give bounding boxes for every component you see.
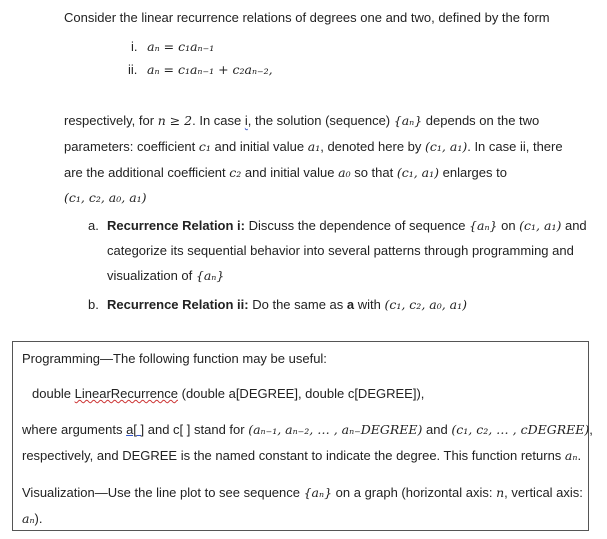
text: are the additional coefficient xyxy=(64,165,230,180)
text: , denoted here by xyxy=(320,139,426,154)
task-a-title: Recurrence Relation i: xyxy=(107,218,245,233)
text: respectively, for xyxy=(64,113,158,128)
math-seq: {aₙ} xyxy=(195,268,225,283)
math-c-tuple: (c₁, c₂, … , cDEGREE) xyxy=(451,422,590,437)
task-a-marker: a. xyxy=(88,218,99,233)
case-i-ref: i xyxy=(244,113,248,128)
task-a-line-3 xyxy=(107,268,224,283)
box-title: Programming—The following function may be useful: xyxy=(22,351,327,366)
relation-ii-formula: aₙ = c₁aₙ₋₁ + c₂aₙ₋₂, xyxy=(147,62,273,77)
text: respectively, and DEGREE is the named constant to indicate the degree. This function returns xyxy=(22,448,565,463)
task-a-line-2: categorize its sequential behavior into several patterns through programming and xyxy=(107,243,574,258)
math-seq: {aₙ} xyxy=(303,485,333,500)
text: , the solution (sequence) xyxy=(247,113,394,128)
viz-line-1 xyxy=(22,485,583,500)
text: on a graph (horizontal axis: xyxy=(332,485,497,500)
relation-ii-label: ii. xyxy=(128,62,138,77)
text: and c[ ] stand for xyxy=(144,422,249,437)
task-b-marker: b. xyxy=(88,297,99,312)
text: and xyxy=(561,218,587,233)
math-a1: a₁ xyxy=(307,139,321,154)
text: , xyxy=(589,422,593,437)
text: enlarges to xyxy=(439,165,507,180)
arg-a: a[ ] xyxy=(126,422,145,437)
task-a-ref: a xyxy=(346,297,355,312)
math-n-ge-2: n ≥ 2 xyxy=(157,113,193,128)
task-a-line-1 xyxy=(107,218,587,233)
math-a0: a₀ xyxy=(338,165,351,180)
math-c1: c₁ xyxy=(198,139,211,154)
intro-text: Consider the linear recurrence relations of degrees one and two, defined by the form xyxy=(64,10,550,25)
relation-ii xyxy=(128,62,273,77)
text: ). xyxy=(34,511,43,526)
math-quad: (c₁, c₂, a₀, a₁) xyxy=(384,297,468,312)
text: Visualization—Use the line plot to see sequence xyxy=(22,485,304,500)
text: (double a[DEGREE], double c[DEGREE]), xyxy=(178,386,425,401)
text: visualization of xyxy=(107,268,196,283)
task-b-title: Recurrence Relation ii: xyxy=(107,297,249,312)
text: with xyxy=(354,297,385,312)
text: , vertical axis: xyxy=(504,485,583,500)
math-pair: (c₁, a₁) xyxy=(396,165,440,180)
args-line-2 xyxy=(22,448,581,463)
text: depends on the two xyxy=(422,113,540,128)
text: double xyxy=(32,386,75,401)
relation-i xyxy=(131,39,214,54)
math-seq: {aₙ} xyxy=(393,113,423,128)
math-c2: c₂ xyxy=(229,165,242,180)
text: Do the same as xyxy=(248,297,347,312)
math-an: aₙ xyxy=(564,448,578,463)
math-a-tuple: (aₙ₋₁, aₙ₋₂, … , aₙ₋DEGREE) xyxy=(248,422,423,437)
math-seq: {aₙ} xyxy=(469,218,498,233)
viz-line-2 xyxy=(22,511,42,526)
text: and initial value xyxy=(241,165,339,180)
para-line-4: (c₁, c₂, a₀, a₁) xyxy=(64,190,147,205)
text: . In case ii, there xyxy=(467,139,563,154)
text: so that xyxy=(350,165,397,180)
para-line-1 xyxy=(64,113,539,128)
math-pair: (c₁, a₁) xyxy=(519,218,562,233)
text: parameters: coefficient xyxy=(64,139,199,154)
text: Discuss the dependence of sequence xyxy=(245,218,470,233)
para-line-2 xyxy=(64,139,563,154)
math-an: aₙ xyxy=(22,511,35,526)
text: and initial value xyxy=(210,139,308,154)
relation-i-formula: aₙ = c₁aₙ₋₁ xyxy=(147,39,215,54)
text: where arguments xyxy=(22,422,127,437)
text: . xyxy=(577,448,582,463)
function-signature xyxy=(32,386,424,401)
text: and xyxy=(422,422,452,437)
text: . In case xyxy=(192,113,245,128)
math-n: n xyxy=(496,485,505,500)
math-pair: (c₁, a₁) xyxy=(425,139,468,154)
programming-box xyxy=(12,341,593,531)
text: on xyxy=(497,218,520,233)
task-b-line-1 xyxy=(107,297,467,312)
relation-i-label: i. xyxy=(131,39,138,54)
para-line-3 xyxy=(64,165,507,180)
args-line-1 xyxy=(22,422,593,437)
function-name: LinearRecurrence xyxy=(74,386,178,401)
